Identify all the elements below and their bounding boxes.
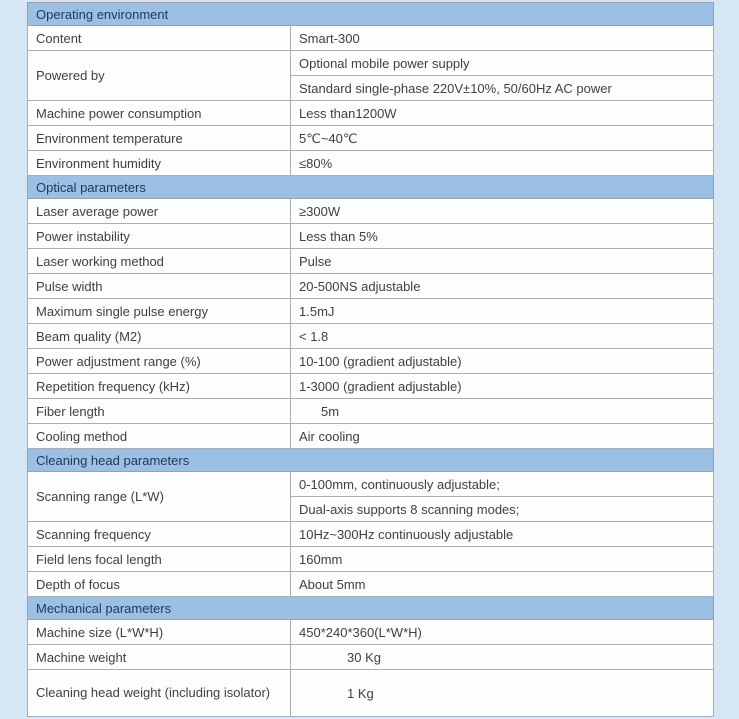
section-title: Cleaning head parameters <box>28 449 714 472</box>
table-row <box>28 151 714 176</box>
param-value: Less than 5% <box>291 224 714 249</box>
param-value: 10-100 (gradient adjustable) <box>291 349 714 374</box>
table-row <box>28 26 714 51</box>
table-row <box>28 249 714 274</box>
table-row <box>28 224 714 249</box>
param-value: Standard single-phase 220V±10%, 50/60Hz AC power <box>291 76 714 101</box>
param-value: Less than1200W <box>291 101 714 126</box>
table-row <box>28 620 714 645</box>
table-row <box>28 126 714 151</box>
param-value: 30 Kg <box>291 645 714 670</box>
param-value: About 5mm <box>291 572 714 597</box>
param-value: ≤80% <box>291 151 714 176</box>
param-label: Machine power consumption <box>28 101 291 126</box>
param-value: Optional mobile power supply <box>291 51 714 76</box>
param-label: Scanning frequency <box>28 522 291 547</box>
section-title: Mechanical parameters <box>28 597 714 620</box>
param-value: Smart-300 <box>291 26 714 51</box>
table-row <box>28 522 714 547</box>
table-row <box>28 547 714 572</box>
section-title: Operating environment <box>28 3 714 26</box>
param-value: 1 Kg <box>291 670 714 717</box>
param-value: ≥300W <box>291 199 714 224</box>
param-label: Field lens focal length <box>28 547 291 572</box>
param-label: Pulse width <box>28 274 291 299</box>
table-row <box>28 274 714 299</box>
param-value: Pulse <box>291 249 714 274</box>
param-label: Fiber length <box>28 399 291 424</box>
param-value: 160mm <box>291 547 714 572</box>
param-label: Scanning range (L*W) <box>28 472 291 522</box>
table-row <box>28 199 714 224</box>
table-row <box>28 349 714 374</box>
table-row <box>28 424 714 449</box>
param-label: Laser working method <box>28 249 291 274</box>
param-label: Laser average power <box>28 199 291 224</box>
table-row <box>28 374 714 399</box>
param-value: 5m <box>291 399 714 424</box>
table-row <box>28 324 714 349</box>
param-label: Environment humidity <box>28 151 291 176</box>
param-value: Dual-axis supports 8 scanning modes; <box>291 497 714 522</box>
param-value: < 1.8 <box>291 324 714 349</box>
table-row <box>28 299 714 324</box>
table-row <box>28 645 714 670</box>
param-value: 450*240*360(L*W*H) <box>291 620 714 645</box>
param-label: Powered by <box>28 51 291 101</box>
param-label: Power instability <box>28 224 291 249</box>
param-value: 0-100mm, continuously adjustable; <box>291 472 714 497</box>
table-row <box>28 472 714 497</box>
param-label: Cleaning head weight (including isolator) <box>28 670 291 717</box>
param-label: Power adjustment range (%) <box>28 349 291 374</box>
table-row <box>28 101 714 126</box>
spec-table <box>27 2 714 717</box>
param-value: 10Hz~300Hz continuously adjustable <box>291 522 714 547</box>
table-row <box>28 399 714 424</box>
param-value: 5℃~40℃ <box>291 126 714 151</box>
param-label: Repetition frequency (kHz) <box>28 374 291 399</box>
param-value: Air cooling <box>291 424 714 449</box>
section-header-row <box>28 176 714 199</box>
param-label: Beam quality (M2) <box>28 324 291 349</box>
section-header-row <box>28 597 714 620</box>
param-value: 1-3000 (gradient adjustable) <box>291 374 714 399</box>
param-label: Depth of focus <box>28 572 291 597</box>
section-title: Optical parameters <box>28 176 714 199</box>
param-label: Cooling method <box>28 424 291 449</box>
table-row <box>28 670 714 717</box>
param-label: Maximum single pulse energy <box>28 299 291 324</box>
section-header-row <box>28 3 714 26</box>
param-label: Content <box>28 26 291 51</box>
param-value: 20-500NS adjustable <box>291 274 714 299</box>
param-label: Environment temperature <box>28 126 291 151</box>
table-row <box>28 51 714 76</box>
section-header-row <box>28 449 714 472</box>
table-row <box>28 572 714 597</box>
param-label: Machine size (L*W*H) <box>28 620 291 645</box>
param-label: Machine weight <box>28 645 291 670</box>
param-value: 1.5mJ <box>291 299 714 324</box>
